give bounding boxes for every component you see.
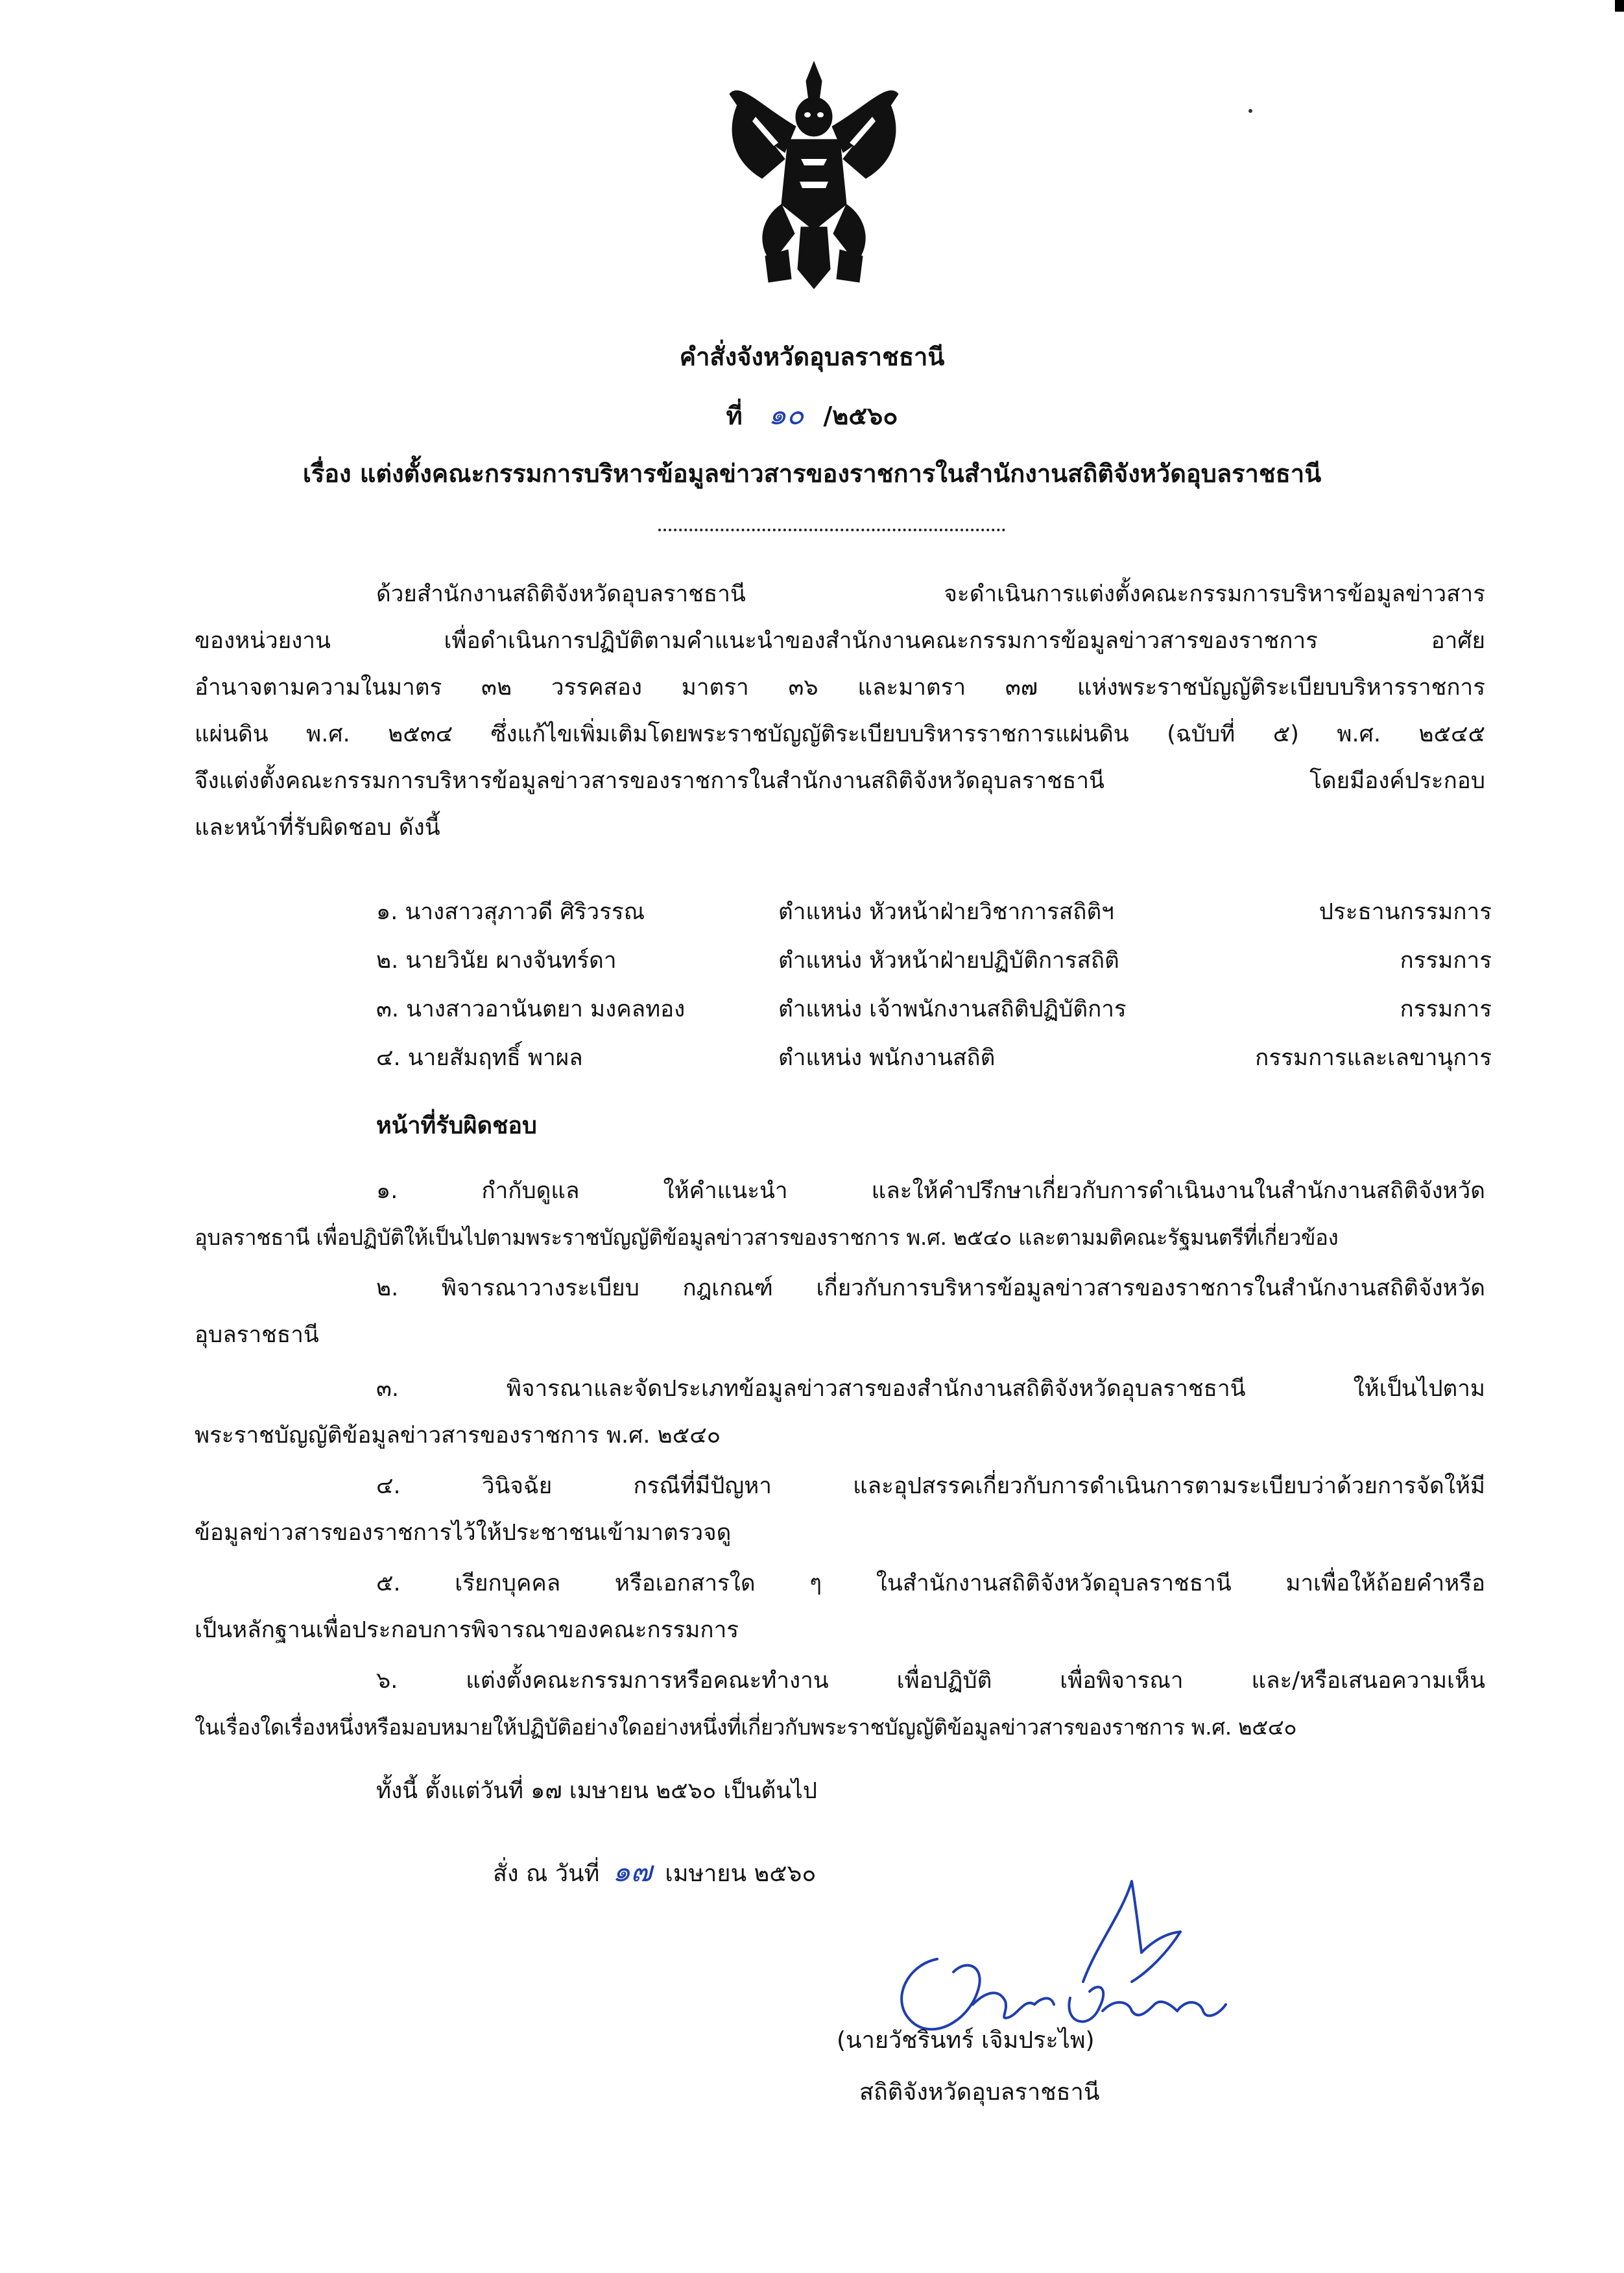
duty-line: ข้อมูลข่าวสารของราชการไว้ให้ประชาชนเข้ามาตรวจดู — [195, 1520, 732, 1546]
duty-line: เป็นหลักฐานเพื่อประกอบการพิจารณาของคณะกรรมการ — [195, 1617, 739, 1643]
ordered-day-handwritten: ๑๗ — [612, 1855, 652, 1888]
order-subject: เรื่อง แต่งตั้งคณะกรรมการบริหารข้อมูลข่าวสารของราชการในสำนักงานสถิติจังหวัดอุบลราชธานี — [302, 459, 1322, 488]
member-role: กรรมการ — [1400, 996, 1492, 1022]
duties-heading: หน้าที่รับผิดชอบ — [376, 1112, 537, 1139]
effective-date-line: ทั้งนี้ ตั้งแต่วันที่ ๑๗ เมษายน ๒๕๖๐ เป็นต้นไป — [376, 1778, 817, 1804]
intro-line: ด้วยสำนักงานสถิติจังหวัดอุบลราชธานี จะดำเนินการแต่งตั้งคณะกรรมการบริหารข้อมูลข่าวสาร — [376, 581, 1485, 607]
member-role: กรรมการและเลขานุการ — [1255, 1045, 1492, 1071]
order-number-handwritten: ๑๐ — [768, 398, 804, 431]
order-number-prefix: ที่ — [726, 402, 743, 430]
order-number-suffix: /๒๕๖๐ — [823, 402, 898, 430]
member-role: กรรมการ — [1400, 948, 1492, 974]
duty-line: ๔. วินิจฉัย กรณีที่มีปัญหา และอุปสรรคเกี่ยวกับการดำเนินการตามระเบียบว่าด้วยการจัดให้มี — [376, 1473, 1485, 1499]
order-header — [0, 337, 1624, 493]
ordered-date — [493, 1849, 816, 1895]
scan-edge-mark — [1615, 0, 1624, 12]
member-name: ๒. นายวินัย ผางจันทร์ดา — [376, 948, 617, 974]
intro-line: และหน้าที่รับผิดชอบ ดังนี้ — [195, 815, 440, 841]
order-title: คำสั่งจังหวัดอุบลราชธานี — [679, 343, 945, 371]
intro-line: อำนาจตามความในมาตร ๓๒ วรรคสอง มาตรา ๓๖ และมาตรา ๓๗ แห่งพระราชบัญญัติระเบียบบริหารราชการ — [195, 675, 1485, 701]
duty-line: ๒. พิจารณาวางระเบียบ กฎเกณฑ์ เกี่ยวกับการบริหารข้อมูลข่าวสารของราชการในสำนักงานสถิติจังหวัด — [376, 1275, 1485, 1301]
member-position: ตำแหน่ง พนักงานสถิติ — [778, 1045, 996, 1071]
dotted-divider — [658, 529, 1005, 531]
garuda-emblem-icon — [717, 55, 911, 295]
member-name: ๓. นางสาวอานันตยา มงคลทอง — [376, 996, 686, 1022]
member-row — [376, 1035, 1492, 1081]
duty-line: อุบลราชธานี — [195, 1322, 319, 1348]
order-number — [0, 389, 1624, 441]
member-row — [376, 889, 1492, 935]
intro-line: จึงแต่งตั้งคณะกรรมการบริหารข้อมูลข่าวสารของราชการในสำนักงานสถิติจังหวัดอุบลราชธานี โดยมีองค์ประกอบ — [195, 768, 1485, 794]
intro-line: แผ่นดิน พ.ศ. ๒๕๓๔ ซึ่งแก้ไขเพิ่มเติมโดยพระราชบัญญัติระเบียบบริหารราชการแผ่นดิน (ฉบับที่ ๕) พ.ศ. ๒๕๔๕ — [195, 721, 1485, 747]
signer-name: (นายวัชรินทร์ เจิมประไพ) — [837, 2027, 1095, 2054]
duty-line: ๑. กำกับดูแล ให้คำแนะนำ และให้คำปรึกษาเกี่ยวกับการดำเนินงานในสำนักงานสถิติจังหวัด — [376, 1178, 1485, 1204]
member-name: ๔. นายสัมฤทธิ์ พาผล — [376, 1045, 583, 1071]
duty-line: ๖. แต่งตั้งคณะกรรมการหรือคณะทำงาน เพื่อปฏิบัติ เพื่อพิจารณา และ/หรือเสนอความเห็น — [376, 1668, 1485, 1694]
member-row — [376, 986, 1492, 1033]
member-row — [376, 937, 1492, 984]
scan-speck — [1248, 109, 1252, 113]
member-name: ๑. นางสาวสุภาวดี ศิริวรรณ — [376, 899, 645, 925]
member-position: ตำแหน่ง หัวหน้าฝ่ายปฏิบัติการสถิติ — [778, 948, 1119, 974]
duty-line: ๓. พิจารณาและจัดประเภทข้อมูลข่าวสารของสำนักงานสถิติจังหวัดอุบลราชธานี ให้เป็นไปตาม — [376, 1376, 1485, 1402]
duty-line: ในเรื่องใดเรื่องหนึ่งหรือมอบหมายให้ปฏิบัติอย่างใดอย่างหนึ่งที่เกี่ยวกับพระราชบัญญัติข้อมูลข่าวสารของราชการ พ.ศ. ๒๕๔๐ — [195, 1714, 1297, 1740]
duty-line: อุบลราชธานี เพื่อปฏิบัติให้เป็นไปตามพระราชบัญญัติข้อมูลข่าวสารของราชการ พ.ศ. ๒๕๔๐ และตามมติคณะรัฐมนตรีที่เกี่ยวข้อง — [195, 1225, 1339, 1250]
ordered-month-year: เมษายน ๒๕๖๐ — [665, 1860, 817, 1887]
duty-line: พระราชบัญญัติข้อมูลข่าวสารของราชการ พ.ศ. ๒๕๔๐ — [195, 1423, 721, 1449]
member-role: ประธานกรรมการ — [1319, 899, 1492, 925]
signer-title: สถิติจังหวัดอุบลราชธานี — [859, 2079, 1100, 2106]
intro-line: ของหน่วยงาน เพื่อดำเนินการปฏิบัติตามคำแนะนำของสำนักงานคณะกรรมการข้อมูลข่าวสารของราชการ อาศัย — [195, 628, 1485, 654]
ordered-date-prefix: สั่ง ณ วันที่ — [493, 1860, 600, 1887]
duty-line: ๕. เรียกบุคคล หรือเอกสารใด ๆ ในสำนักงานสถิติจังหวัดอุบลราชธานี มาเพื่อให้ถ้อยคำหรือ — [376, 1570, 1485, 1596]
member-position: ตำแหน่ง เจ้าพนักงานสถิติปฏิบัติการ — [778, 996, 1127, 1022]
member-position: ตำแหน่ง หัวหน้าฝ่ายวิชาการสถิติฯ — [778, 899, 1114, 925]
